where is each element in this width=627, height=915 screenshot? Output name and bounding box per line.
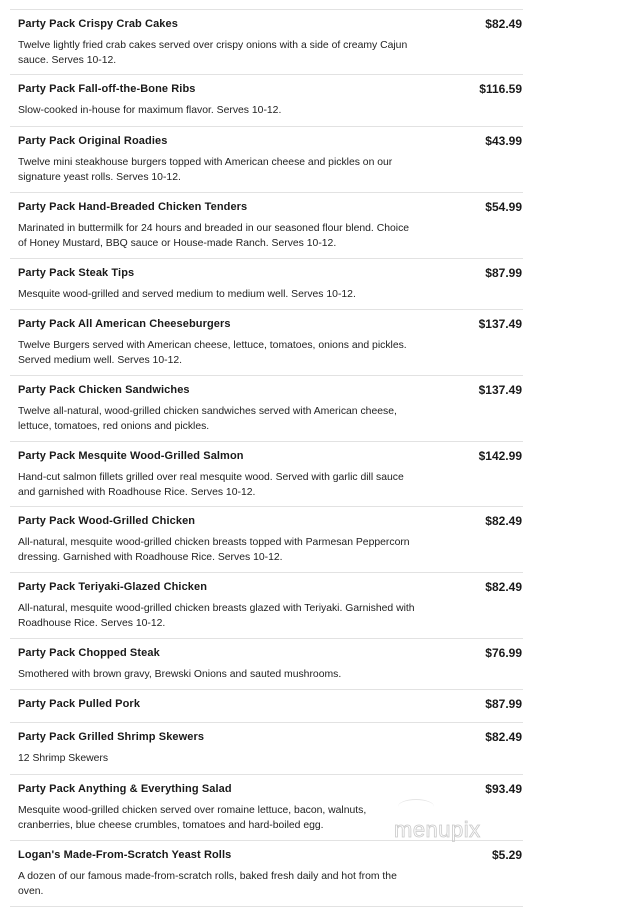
item-name: Party Pack Chicken Sandwiches [18,384,190,396]
item-price: $43.99 [485,134,522,148]
item-price: $116.59 [479,82,522,96]
item-name: Party Pack Original Roadies [18,135,168,147]
menu-item [10,723,523,775]
menu-item [10,442,523,507]
item-name: Party Pack Mesquite Wood-Grilled Salmon [18,450,244,462]
menu-item [10,841,523,907]
item-name: Party Pack Pulled Pork [18,698,141,710]
item-name: Party Pack Crispy Crab Cakes [18,18,178,30]
item-price: $93.49 [485,782,522,796]
item-description: Twelve Burgers served with American cheese, lettuce, tomatoes, onions and pickles. Served medium well. Serves 10-12. [18,340,407,366]
watermark-swoosh [398,799,434,814]
item-price: $87.99 [485,697,522,711]
item-price: $137.49 [478,383,522,397]
item-price: $82.49 [485,730,522,744]
item-price: $142.99 [478,449,522,463]
item-price: $76.99 [485,646,522,660]
item-description: A dozen of our famous made-from-scratch rolls, baked fresh daily and hot from the oven. [18,871,397,897]
item-price: $87.99 [485,266,522,280]
item-price: $137.49 [478,317,522,331]
menu-item [10,690,523,723]
item-price: $82.49 [485,514,522,528]
item-description: Mesquite wood-grilled chicken served over romaine lettuce, bacon, walnuts, cranberries, blue cheese crumbles, tomatoes and hard-boiled egg. [18,805,367,831]
menu-item [10,310,523,376]
item-price: $5.29 [491,848,522,862]
item-name: Party Pack Teriyaki-Glazed Chicken [18,581,208,593]
item-name: Party Pack Fall-off-the-Bone Ribs [18,83,196,95]
item-description: Mesquite wood-grilled and served medium to medium well. Serves 10-12. [18,289,356,300]
item-name: Party Pack All American Cheeseburgers [18,318,231,330]
menu-item [10,75,523,127]
menu-list [10,9,523,907]
item-name: Party Pack Hand-Breaded Chicken Tenders [18,201,248,213]
item-description: Twelve mini steakhouse burgers topped with American cheese and pickles on our signature yeast rolls. Serves 10-12. [18,157,393,183]
menu-item [10,259,523,310]
item-name: Party Pack Wood-Grilled Chicken [18,515,196,527]
item-description: Twelve all-natural, wood-grilled chicken sandwiches served with American cheese, lettuce, tomatoes, red onions and pickles. [18,406,397,432]
item-name: Party Pack Anything & Everything Salad [18,783,232,795]
item-description: Hand-cut salmon fillets grilled over real mesquite wood. Served with garlic dill sauce and garnished with Roadhouse Rice. Serves 10-12. [18,472,404,498]
item-description: All-natural, mesquite wood-grilled chicken breasts topped with Parmesan Peppercorn dressing. Garnished with Roadhouse Rice. Serves 10-12. [18,537,410,563]
item-price: $82.49 [485,580,522,594]
item-name: Logan's Made-From-Scratch Yeast Rolls [18,849,232,861]
item-description: All-natural, mesquite wood-grilled chicken breasts glazed with Teriyaki. Garnished with Roadhouse Rice. Serves 10-12. [18,603,415,629]
item-price: $54.99 [485,200,522,214]
menu-item [10,193,523,259]
item-price: $82.49 [485,17,522,31]
item-description: 12 Shrimp Skewers [18,753,109,764]
menu-item [10,376,523,442]
menu-item [10,127,523,193]
item-name: Party Pack Grilled Shrimp Skewers [18,731,205,743]
item-name: Party Pack Steak Tips [18,267,135,279]
item-description: Marinated in buttermilk for 24 hours and breaded in our seasoned flour blend. Choice of Honey Mustard, BBQ sauce or House-made Ranch. Serves 10-12. [18,223,410,249]
menupix-watermark: menupix [394,817,481,842]
item-name: Party Pack Chopped Steak [18,647,160,659]
item-description: Slow-cooked in-house for maximum flavor. Serves 10-12. [18,105,282,116]
menu-item [10,639,523,690]
item-description: Smothered with brown gravy, Brewski Onions and sauted mushrooms. [18,669,342,680]
menu-item [10,10,523,75]
item-description: Twelve lightly fried crab cakes served over crispy onions with a side of creamy Cajun sauce. Serves 10-12. [18,40,408,66]
menu-item [10,507,523,573]
menu-item [10,573,523,639]
